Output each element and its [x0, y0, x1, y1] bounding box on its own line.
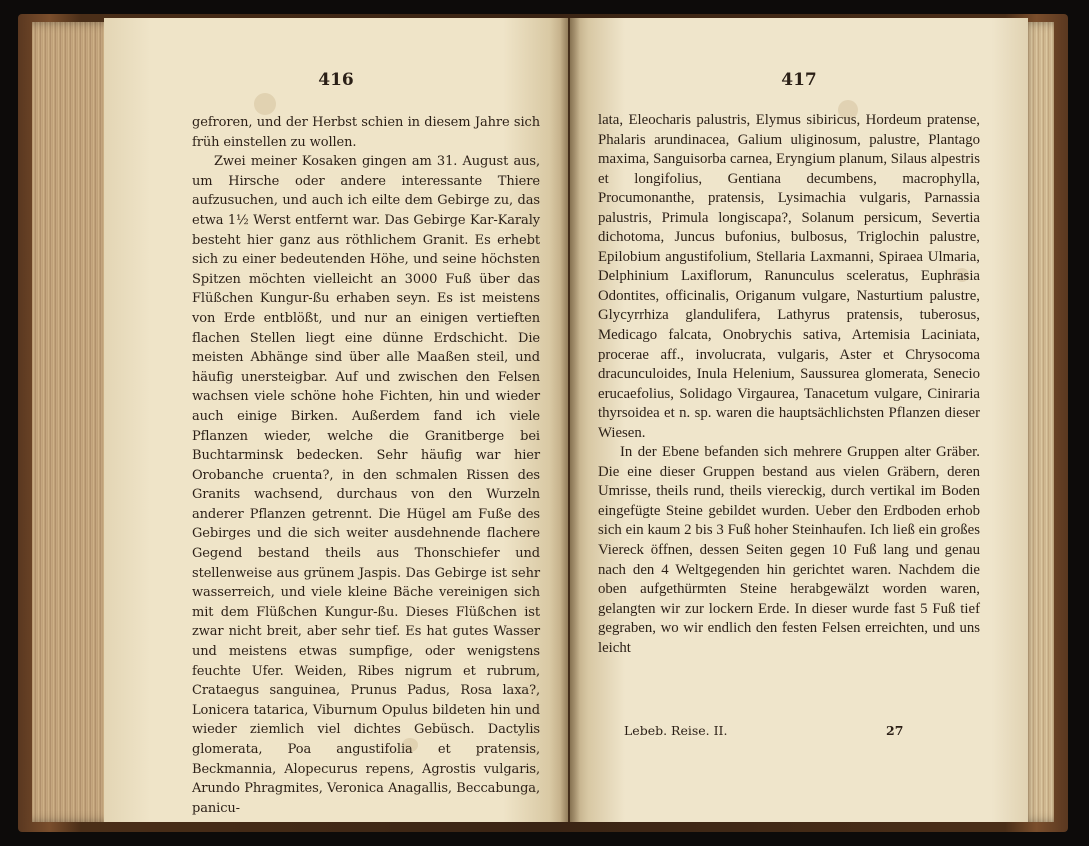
paragraph: gefroren, und der Herbst schien in diesem Jahre sich früh einstellen zu wollen. [192, 115, 540, 150]
footer-signature: Lebeb. Reise. II. [624, 723, 728, 738]
footer-number: 27 [886, 723, 904, 738]
paragraph: lata, Eleocharis palustris, Elymus sibiricus, Hordeum pratense, Phalaris arundinacea, Galium uliginosum, palustre, Plantago maxima, Sanguisorba carnea, Eryngium planum, Silaus alpestris et longifolius, Gentiana decumbens, macrophylla, Procumonanthe, pratensis, Lysimachia vulgaris, Parnassia palustris, Primula longiscapa?, Solanum persicum, Severtia dichotoma, Juncus bufonius, bulbosus, Triglochin palustre, Epilobium angustifolium, Stellaria Laxmanni, Spiraea Ulmaria, Delphinium Laxiflorum, Ranunculus sceleratus, Euphrasia Odontites, officinalis, Origanum vulgare, Nasturtium palustre, Glycyrrhiza glandulifera, Lathyrus pratensis, tuberosus, Medicago falcata, Onobrychis sativa, Artemisia Laciniata, procerae aff., involucrata, vulgaris, Aster et Chrysocoma dracunculoides, Inula Helenium, Saussurea glomerata, Senecio erucaefolius, Solidago Virgaurea, Tanacetum vulgare, Ciniraria thyrsoidea et n. sp. waren die hauptsächlichsten Pflanzen dieser Wiesen. [598, 112, 980, 441]
paragraph: In der Ebene befanden sich mehrere Gruppen alter Gräber. Die eine dieser Gruppen bestand aus vielen Gräbern, deren Umrisse, theils rund, theils viereckig, durch vertikal im Boden eingefügte Steine gebildet wurden. Ueber den Erdboden erhob sich ein kaum 2 bis 3 Fuß hoher Steinhaufen. Ich ließ ein großes Viereck öffnen, dessen Seiten gegen 10 Fuß lang und genau nach den 4 Weltgegenden hin gerichtet waren. Nachdem die oben aufgethürmten Steine herabgewälzt worden waren, gelangten wir zur lockern Erde. In dieser wurde fast 5 Fuß tief gegraben, wo wir endlich den festen Felsen erreichten, und uns leicht [598, 444, 980, 656]
left-page [104, 18, 568, 822]
page-number-right: 417 [781, 70, 817, 90]
book-gutter [560, 18, 580, 822]
right-page-text [598, 111, 980, 658]
page-number-left: 416 [318, 70, 354, 90]
left-page-text [192, 113, 540, 818]
paragraph: Zwei meiner Kosaken gingen am 31. August aus, um Hirsche oder andere interessante Thiere aufzusuchen, und auch ich eilte dem Gebirge zu, das etwa 1½ Werst entfernt war. Das Gebirge Kar-Karaly besteht hier ganz aus röthlichem Granit. Es erhebt sich zu einer bedeutenden Höhe, und seine höchsten Spitzen möchten vielleicht an 3000 Fuß über das Flüßchen Kungur-ßu erhaben seyn. Es ist meistens von Erde entblößt, und nur an einigen vertieften flachen Stellen liegt eine dünne Erdschicht. Die meisten Abhänge sind über alle Maaßen steil, und häufig unersteigbar. Auf und zwischen den Felsen wachsen viele schöne hohe Fichten, hin und wieder auch einige Birken. Außerdem fand ich viele Pflanzen wieder, welche die Granitberge bei Buchtarminsk bedecken. Sehr häufig war hier Orobanche cruenta?, in den schmalen Rissen des Granits wachsend, durchaus von den Wurzeln anderer Pflanzen getrennt. Die Hügel am Fuße des Gebirges und die sich weiter ausdehnende flachere Gegend bestand theils aus Thonschiefer und stellenweise aus grünem Jaspis. Das Gebirge ist sehr wasserreich, und viele kleine Bäche vereinigen sich mit dem Flüßchen Kungur-ßu. Dieses Flüßchen ist zwar nicht breit, aber sehr tief. Es hat gutes Wasser und meistens etwas sumpfige, oder wenigstens feuchte Ufer. Weiden, Ribes nigrum et rubrum, Crataegus sanguinea, Prunus Padus, Rosa laxa?, Lonicera tatarica, Viburnum Opulus bildeten hin und wieder ziemlich viel dichtes Gebüsch. Dactylis glomerata, Poa angustifolia et pratensis, Beckmannia, Alopecurus repens, Agrostis vulgaris, Arundo Phragmites, Veronica Anagallis, Beccabunga, panicu- [192, 154, 540, 816]
right-page [570, 18, 1028, 822]
paper-stain [254, 93, 276, 115]
